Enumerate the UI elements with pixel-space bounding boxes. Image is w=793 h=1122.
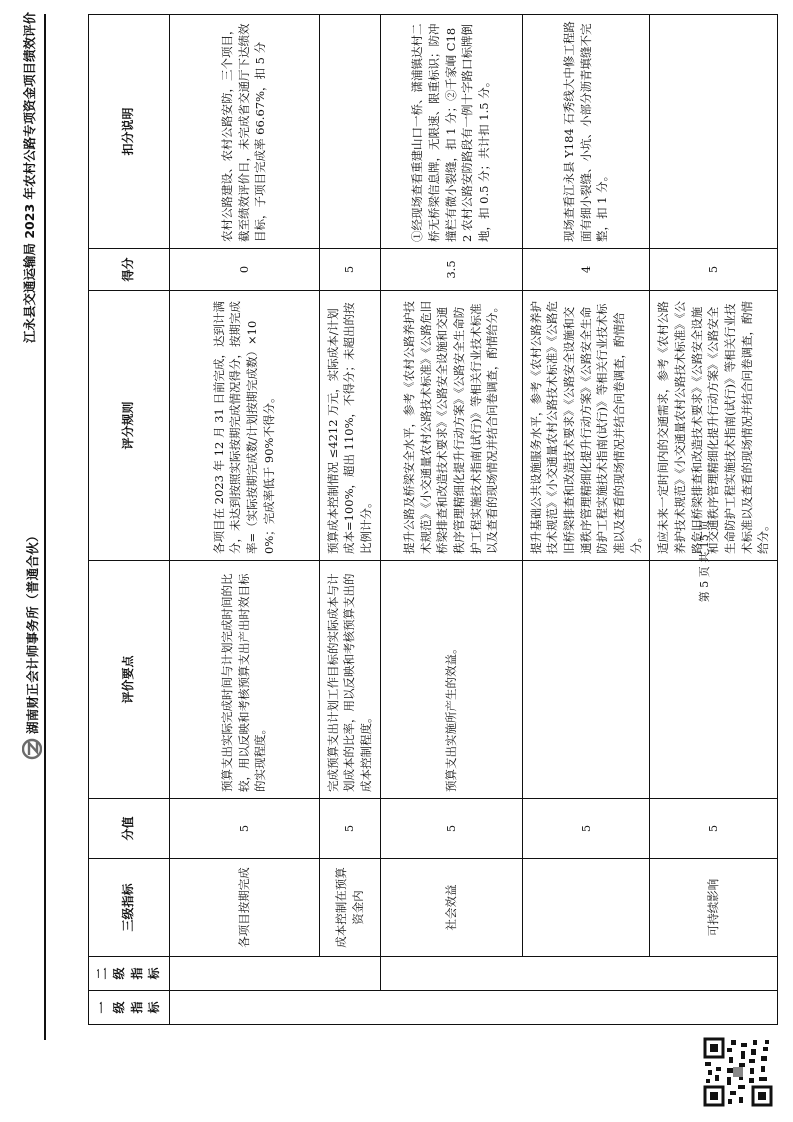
col-header-weight: 分值 [89,799,170,859]
col-header-level3: 三级指标 [89,859,170,957]
cell-deduction: 现场查看江永县 Y184 石秀线大中修工程路面有细小裂缝、小坑、小部分沥青填缝不完整，扣 1 分。 [522,15,650,249]
cell-level1 [169,991,777,1025]
cell-level2 [380,957,777,991]
cell-deduction: 农村公路建设、农村公路安防，三个项目，截至绩效评价日，未完成省交通厅下达绩效目标，子项目完成率 66.67%，扣 5 分 [169,15,319,249]
col-header-deduction: 扣分说明 [89,15,170,249]
cell-score: 0 [169,249,319,291]
cell-score: 3.5 [380,249,522,291]
table-row [650,15,778,1025]
table-row [522,15,650,1025]
col-header-point: 评价要点 [89,561,170,799]
header-rule [44,14,46,1040]
cell-score: 5 [650,249,778,291]
cell-level3: 成本控制在预算资金内 [319,859,380,957]
cell-weight: 5 [522,799,650,859]
firm-logo-icon [22,738,42,760]
col-header-level1: 一级指标 [89,991,170,1025]
firm-name: 湖南财正会计师事务所（普通合伙） [25,529,40,734]
page-number: 第 5 页 共 15 页 [698,519,711,603]
cell-point: 预算支出实施所产生的效益。 [380,561,522,799]
col-header-score: 得分 [89,249,170,291]
table-row [319,15,380,1025]
cell-rule: 适应未来一定时间内的交通需求，参考《农村公路养护技术规范》《小交通量农村公路技术标准》《公路危旧桥梁排查和改造技术要求》《公路安全设施和交通秩序管理精细化提升行动方案》《公路安全生命防护工程实施技术指南(试行)》等相关行业技术标准以及查看的现场情况并结合问卷调查，酌情给分。 [650,291,778,561]
cell-point [522,561,650,799]
table-row [380,15,522,1025]
cell-rule: 预算成本控制情况 ≤4212 万元，实际成本/计划成本=100%，超出 110%，不得分；未超出的按比例计分。 [319,291,380,561]
col-header-level2: 二级指标 [89,957,170,991]
cell-level2 [169,957,380,991]
cell-rule: 提升公路及桥梁安全水平，参考《农村公路养护技术规范》《小交通量农村公路技术标准》《公路危旧桥梁排查和改造技术要求》《公路安全设施和交通秩序管理精细化提升行动方案》《公路安全生命防护工程实施技术指南(试行)》等相关行业技术标准以及查看的现场情况并结合问卷调查，酌情给分。 [380,291,522,561]
cell-weight: 5 [650,799,778,859]
header-firm [22,420,42,760]
table-header-row [89,15,170,1025]
cell-level3: 可持续影响 [650,859,778,957]
cell-point: 完成预算支出计划工作目标的实际成本与计划成本的比率，用以反映和考核预算支出的成本控制程度。 [319,561,380,799]
cell-weight: 5 [319,799,380,859]
cell-weight: 5 [169,799,319,859]
cell-deduction: ①经现场查看重建山口一桥、潇浦镇达村二桥无桥梁信息牌，无限速、限重标识；防冲撞栏有微小裂缝，扣 1 分；②千家峒 C182 农村公路安防路段有一例十字路口标牌倒地，扣 0.5 分；共计扣 1.5 分。 [380,15,522,249]
cell-level3: 社会效益 [380,859,522,957]
evaluation-table [88,14,778,1025]
cell-score: 4 [522,249,650,291]
cell-point: 预算支出实际完成时间与计划完成时间的比较，用以反映和考核预算支出产出时效目标的实现程度。 [169,561,319,799]
cell-score: 5 [319,249,380,291]
document-title: 江永县交通运输局 2023 年农村公路专项资金项目绩效评价 [22,12,37,343]
cell-level3 [522,859,650,957]
qr-code-icon [703,1037,773,1107]
cell-rule: 各项目在 2023 年 12 月 31 日前完成，达到计满分，未达到按照实际按期完成情况得分，按期完成率=（实际按期完成数/计划按期完成数）×100%；完成率低于 90%不得分。 [169,291,319,561]
cell-level3: 各项目按期完成 [169,859,319,957]
col-header-rule: 评分规则 [89,291,170,561]
cell-weight: 5 [380,799,522,859]
table-row [169,15,319,1025]
cell-rule: 提升基础公共设施服务水平，参考《农村公路养护技术规范》《小交通量农村公路技术标准》《公路危旧桥梁排查和改造技术要求》《公路安全设施和交通秩序管理精细化提升行动方案》《公路安全生命防护工程实施技术指南(试行)》等相关行业技术标准以及查看的现场情况并结合问卷调查，酌情给分。 [522,291,650,561]
cell-deduction [319,15,380,249]
cell-deduction [650,15,778,249]
cell-point [650,561,778,799]
